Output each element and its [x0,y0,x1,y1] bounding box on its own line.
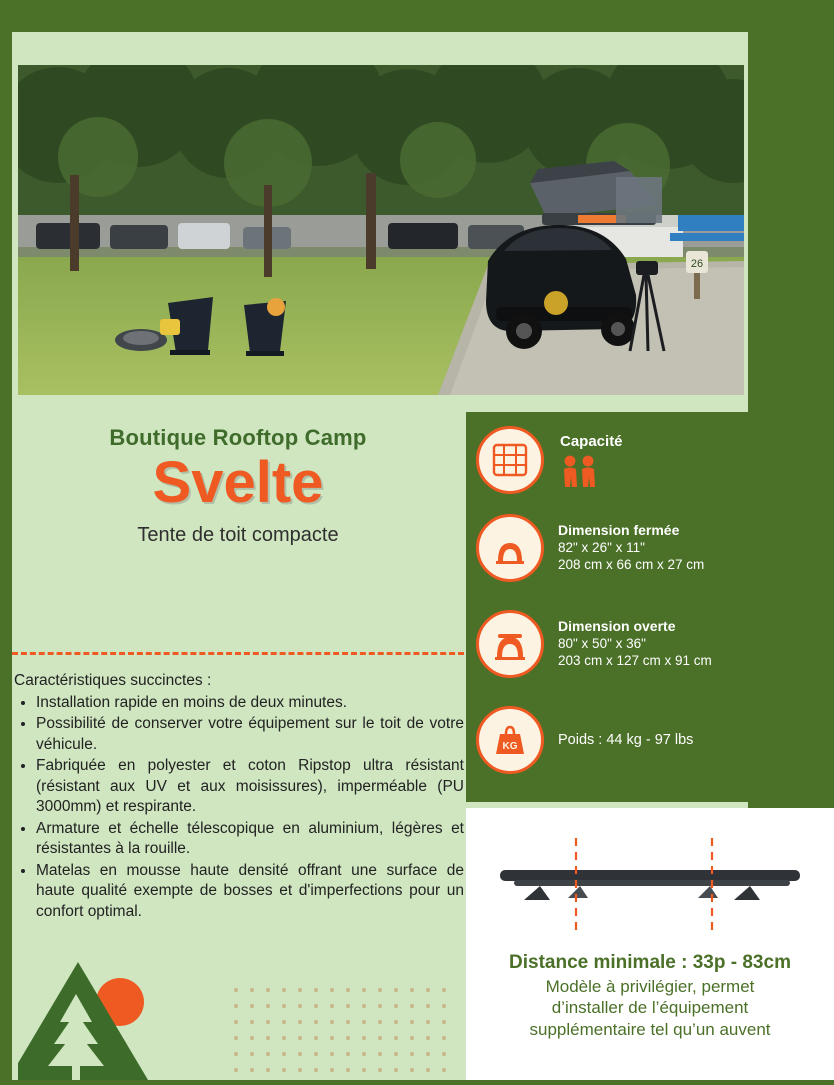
closed-metric: 208 cm x 66 cm x 27 cm [558,557,705,572]
dashed-divider [12,652,464,655]
kg-weight-icon [476,706,544,774]
diagram-note-line3: supplémentaire tel qu’un auvent [529,1019,771,1039]
campsite-photo-illustration [18,65,744,395]
closed-dimension-text [558,522,704,574]
distance-title: Distance minimale : 33p - 83cm [509,952,791,973]
roof-rack-diagram-panel [466,808,834,1080]
title-block [18,425,458,547]
tent-open-icon [476,610,544,678]
features-lead: Caractéristiques succinctes : [14,672,212,689]
tent-grid-icon [476,426,544,494]
brand-name: Boutique Rooftop Camp [109,425,367,450]
svg-text:KG: KG [502,741,518,752]
roof-rack-bars-icon [480,818,820,948]
weight-text: Poids : 44 kg - 97 lbs [558,732,694,748]
list-item: • Armature et échelle télescopique en aluminium, légères et résistantes à la rouille. [36,819,464,860]
tent-grid-glyph [492,443,528,477]
weight-glyph [491,722,529,758]
product-name: Svelte [152,450,324,515]
open-imperial: 80" x 50" x 36" [558,636,646,652]
people-glyph [560,454,600,488]
spec-closed-dimensions [476,514,704,582]
tree-triangle-logo [18,962,178,1080]
tent-closed-glyph [492,531,528,565]
open-dimension-text [558,618,712,670]
tent-closed-icon [476,514,544,582]
list-item: • Matelas en mousse haute densité offrant une surface de haute qualité exempte de bosses et d'imperfections pour un confort optimal. [36,861,464,922]
capacity-text [560,433,623,488]
logo-glyph [18,962,178,1080]
spec-open-dimensions [476,610,712,678]
specs-panel [466,412,834,802]
spec-capacity [476,426,623,494]
diagram-note-line2: d’installer de l’équipement [551,998,749,1018]
open-title: Dimension overte [558,618,676,635]
closed-imperial: 82" x 26" x 11" [558,540,645,556]
capacity-title: Capacité [560,432,623,450]
spec-weight [476,706,693,774]
product-subtitle: Tente de toit compacte [137,523,339,546]
diagram-note [466,976,834,1040]
tent-open-glyph [492,627,528,661]
two-people-icon [560,454,623,488]
features-section [14,672,464,923]
list-item: • Installation rapide en moins de deux minutes. [36,693,464,713]
dot-texture [228,982,456,1078]
features-list [14,693,464,922]
hero-photo [18,65,744,395]
closed-title: Dimension fermée [558,522,680,539]
list-item: • Possibilité de conserver votre équipement sur le toit de votre véhicule. [36,714,464,755]
open-metric: 203 cm x 127 cm x 91 cm [558,653,712,668]
svg-text:26: 26 [690,258,704,270]
list-item: • Fabriquée en polyester et coton Ripstop ultra résistant (résistant aux UV et aux moisissures), imperméable (PU 3000mm) et respirante. [36,756,464,817]
diagram-note-line1: Modèle à privilégier, permet [545,977,755,996]
